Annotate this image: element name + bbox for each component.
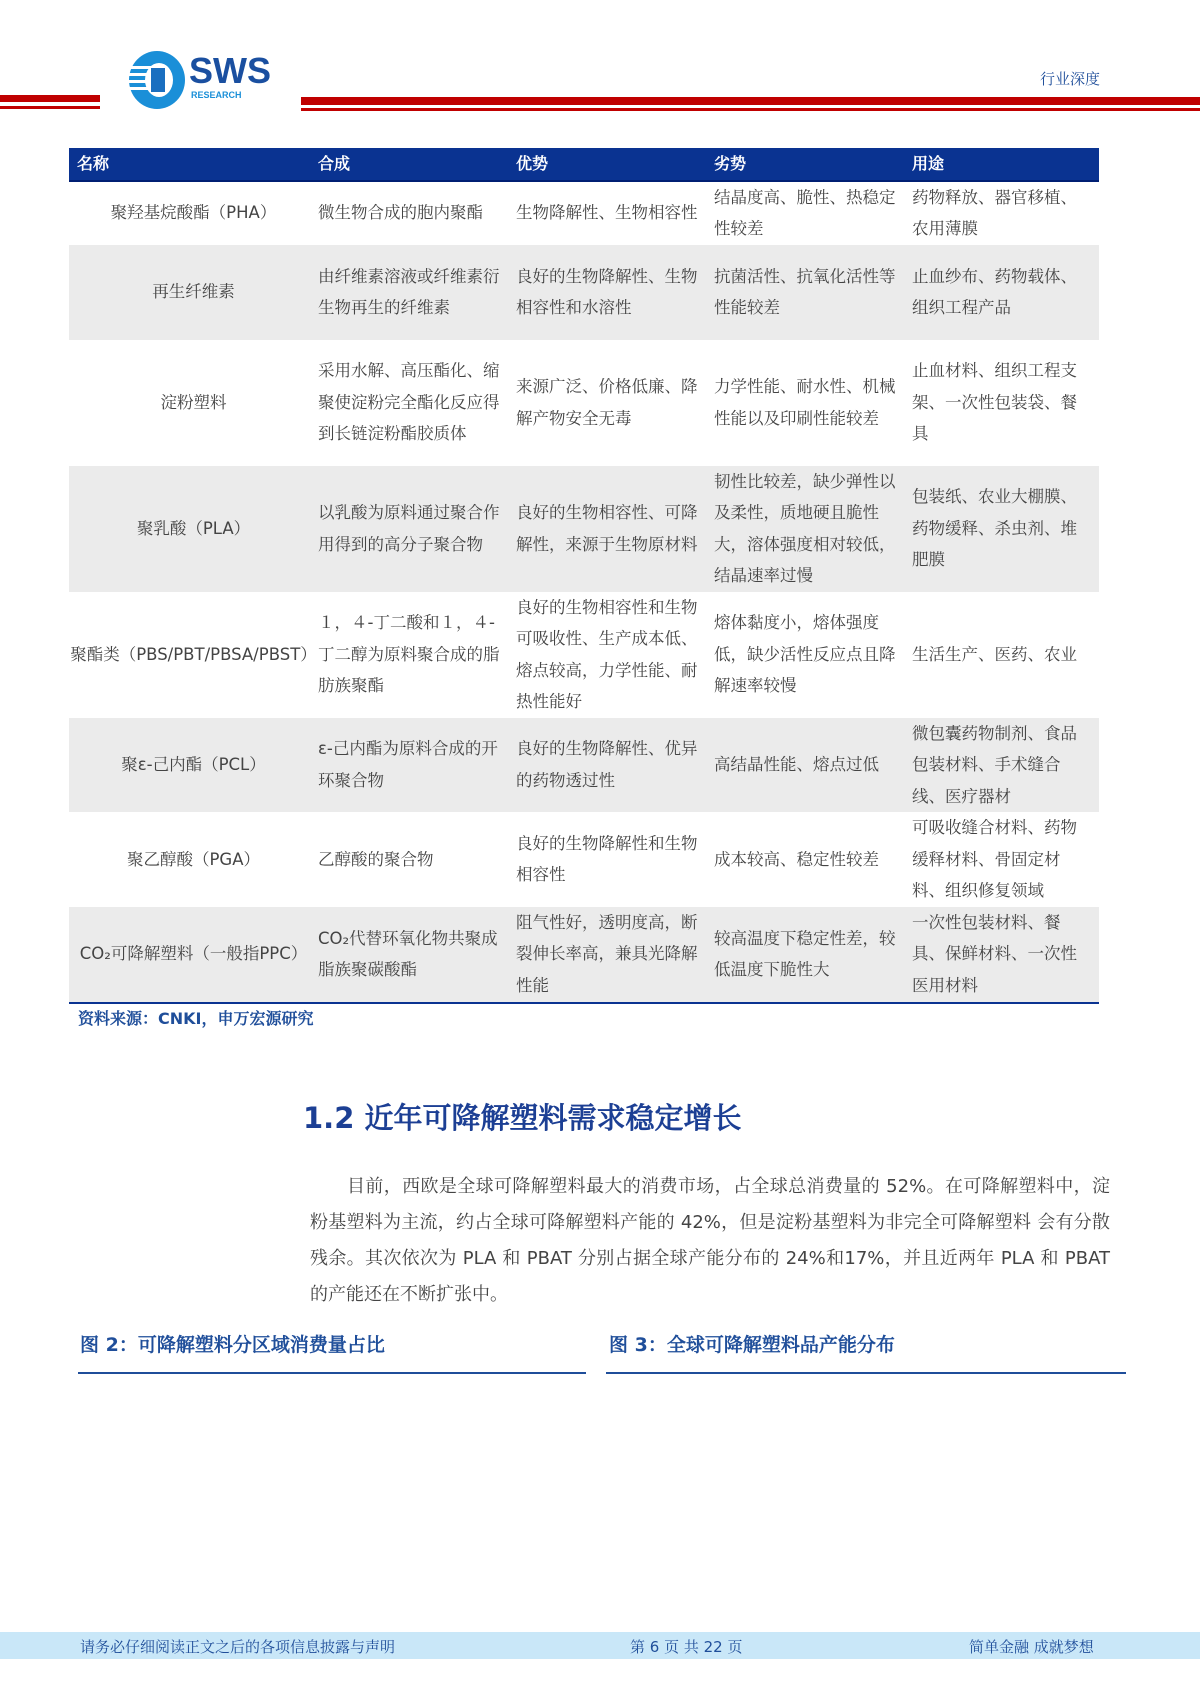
table-cell: １，４-丁二酸和１，４-丁二醇为原料聚合成的脂肪族聚酯 <box>318 613 500 696</box>
table-cell: 聚ε-己内酯（PCL） <box>69 718 318 813</box>
table-cell: 结晶度高、脆性、热稳定性较差 <box>714 187 896 238</box>
header-rule-right <box>301 97 1200 105</box>
body-paragraph: 目前，西欧是全球可降解塑料最大的消费市场，占全球总消费量的 52%。在可降解塑料中，淀粉基塑料为主流，约占全球可降解塑料产能的 42%，但是淀粉基塑料为非完全可降解塑料 会有分散残余。其次依次为 PLA 和 PBAT 分别占据全球产能分布的 24%和17%，并且近两年 PLA 和 PBAT 的产能还在不断扩张中。 <box>310 1176 1110 1305</box>
sws-logo <box>125 50 300 110</box>
table-row <box>69 466 1099 592</box>
table-cell: 可吸收缝合材料、药物缓释材料、骨固定材料、组织修复领域 <box>912 818 1077 900</box>
footer-disclaimer: 请务必仔细阅读正文之后的各项信息披露与声明 <box>80 1638 396 1656</box>
header-rule-left-thin <box>0 106 100 109</box>
figure-3-caption: 图 3：全球可降解塑料品产能分布 <box>609 1334 895 1356</box>
table-cell: 止血材料、组织工程支架、一次性包装袋、餐具 <box>912 361 1077 444</box>
column-header: 用途 <box>912 148 1099 181</box>
table-cell: 微生物合成的胞内聚酯 <box>318 203 483 223</box>
table-cell: 一次性包装材料、餐具、保鲜材料、一次性医用材料 <box>912 907 1099 1003</box>
table-cell: 力学性能、耐水性、机械性能以及印刷性能较差 <box>714 377 896 428</box>
table-cell: 韧性比较差，缺少弹性以及柔性，质地硬且脆性大，溶体强度相对较低，结晶速率过慢 <box>714 466 912 592</box>
table-cell: 再生纤维素 <box>69 245 318 340</box>
column-header: 优势 <box>516 148 714 181</box>
footer-slogan: 简单金融 成就梦想 <box>969 1638 1094 1656</box>
table-cell: 止血纱布、药物载体、组织工程产品 <box>912 245 1099 340</box>
table-cell: 良好的生物降解性和生物相容性 <box>516 833 698 885</box>
table-row <box>69 812 1099 907</box>
table-row <box>69 592 1099 718</box>
table-cell: 采用水解、高压酯化、缩聚使淀粉完全酯化反应得到长链淀粉酯胶质体 <box>318 361 500 444</box>
logo-text: SWS <box>189 50 272 91</box>
table-cell: 熔体黏度小，熔体强度低，缺少活性反应点且降解速率较慢 <box>714 613 896 696</box>
figure-2-divider <box>78 1372 586 1374</box>
table-cell: 生物降解性、生物相容性 <box>516 203 698 223</box>
table-cell: CO₂代替环氧化物共聚成脂族聚碳酸酯 <box>318 907 516 1003</box>
table-cell: 药物释放、器官移植、农用薄膜 <box>912 187 1077 238</box>
table-cell: 良好的生物降解性、优异的药物透过性 <box>516 718 714 813</box>
table-row <box>69 718 1099 813</box>
table-cell: 良好的生物降解性、生物相容性和水溶性 <box>516 245 714 340</box>
table-cell: 较高温度下稳定性差，较低温度下脆性大 <box>714 907 912 1003</box>
table-cell: 来源广泛、价格低廉、降解产物安全无毒 <box>516 377 698 428</box>
materials-table <box>69 148 1099 1004</box>
column-header: 劣势 <box>714 148 912 181</box>
table-cell: 微包囊药物制剂、食品包装材料、手术缝合线、医疗器材 <box>912 718 1099 813</box>
table-cell: 阻气性好，透明度高，断裂伸长率高，兼具光降解性能 <box>516 907 714 1003</box>
table-row <box>69 907 1099 1003</box>
table-cell: 良好的生物相容性和生物可吸收性、生产成本低、熔点较高，力学性能、耐热性能好 <box>516 597 698 711</box>
page-number: 第 6 页 共 22 页 <box>630 1638 743 1656</box>
table-row <box>69 340 1099 466</box>
figure-3-divider <box>606 1372 1126 1374</box>
table-cell: 成本较高、稳定性较差 <box>714 849 879 869</box>
section-title: 1.2 近年可降解塑料需求稳定增长 <box>303 1101 742 1135</box>
table-cell: 以乳酸为原料通过聚合作用得到的高分子聚合物 <box>318 466 516 592</box>
header-rule-left <box>0 95 100 102</box>
table-cell: 由纤维素溶液或纤维素衍生物再生的纤维素 <box>318 245 516 340</box>
footer-bar <box>0 1632 1200 1659</box>
figure-2-caption: 图 2：可降解塑料分区域消费量占比 <box>80 1334 385 1356</box>
table-cell: ε-己内酯为原料合成的开环聚合物 <box>318 718 516 813</box>
table-cell: 淀粉塑料 <box>160 392 227 412</box>
table-row <box>69 245 1099 340</box>
table-cell: 聚酯类（PBS/PBT/PBSA/PBST） <box>70 644 317 664</box>
table-cell: 高结晶性能、熔点过低 <box>714 718 912 813</box>
table-cell: 包装纸、农业大棚膜、药物缓释、杀虫剂、堆肥膜 <box>912 466 1099 592</box>
logo-subtext: RESEARCH <box>191 90 242 100</box>
header-rule-right-thin <box>301 108 1200 111</box>
table-source: 资料来源：CNKI，申万宏源研究 <box>78 1009 314 1028</box>
table-cell: 抗菌活性、抗氧化活性等性能较差 <box>714 245 912 340</box>
document-type: 行业深度 <box>1040 70 1101 88</box>
table-row <box>69 181 1099 245</box>
table-cell: 聚乙醇酸（PGA） <box>126 849 261 869</box>
column-header: 名称 <box>69 148 318 181</box>
table-cell: 聚羟基烷酸酯（PHA） <box>110 203 277 223</box>
table-cell: 生活生产、医药、农业 <box>912 644 1077 664</box>
table-cell: 乙醇酸的聚合物 <box>318 849 434 869</box>
table-cell: 良好的生物相容性、可降解性，来源于生物原材料 <box>516 466 714 592</box>
column-header: 合成 <box>318 148 516 181</box>
table-cell: CO₂可降解塑料（一般指PPC） <box>69 907 318 1003</box>
table-cell: 聚乳酸（PLA） <box>69 466 318 592</box>
